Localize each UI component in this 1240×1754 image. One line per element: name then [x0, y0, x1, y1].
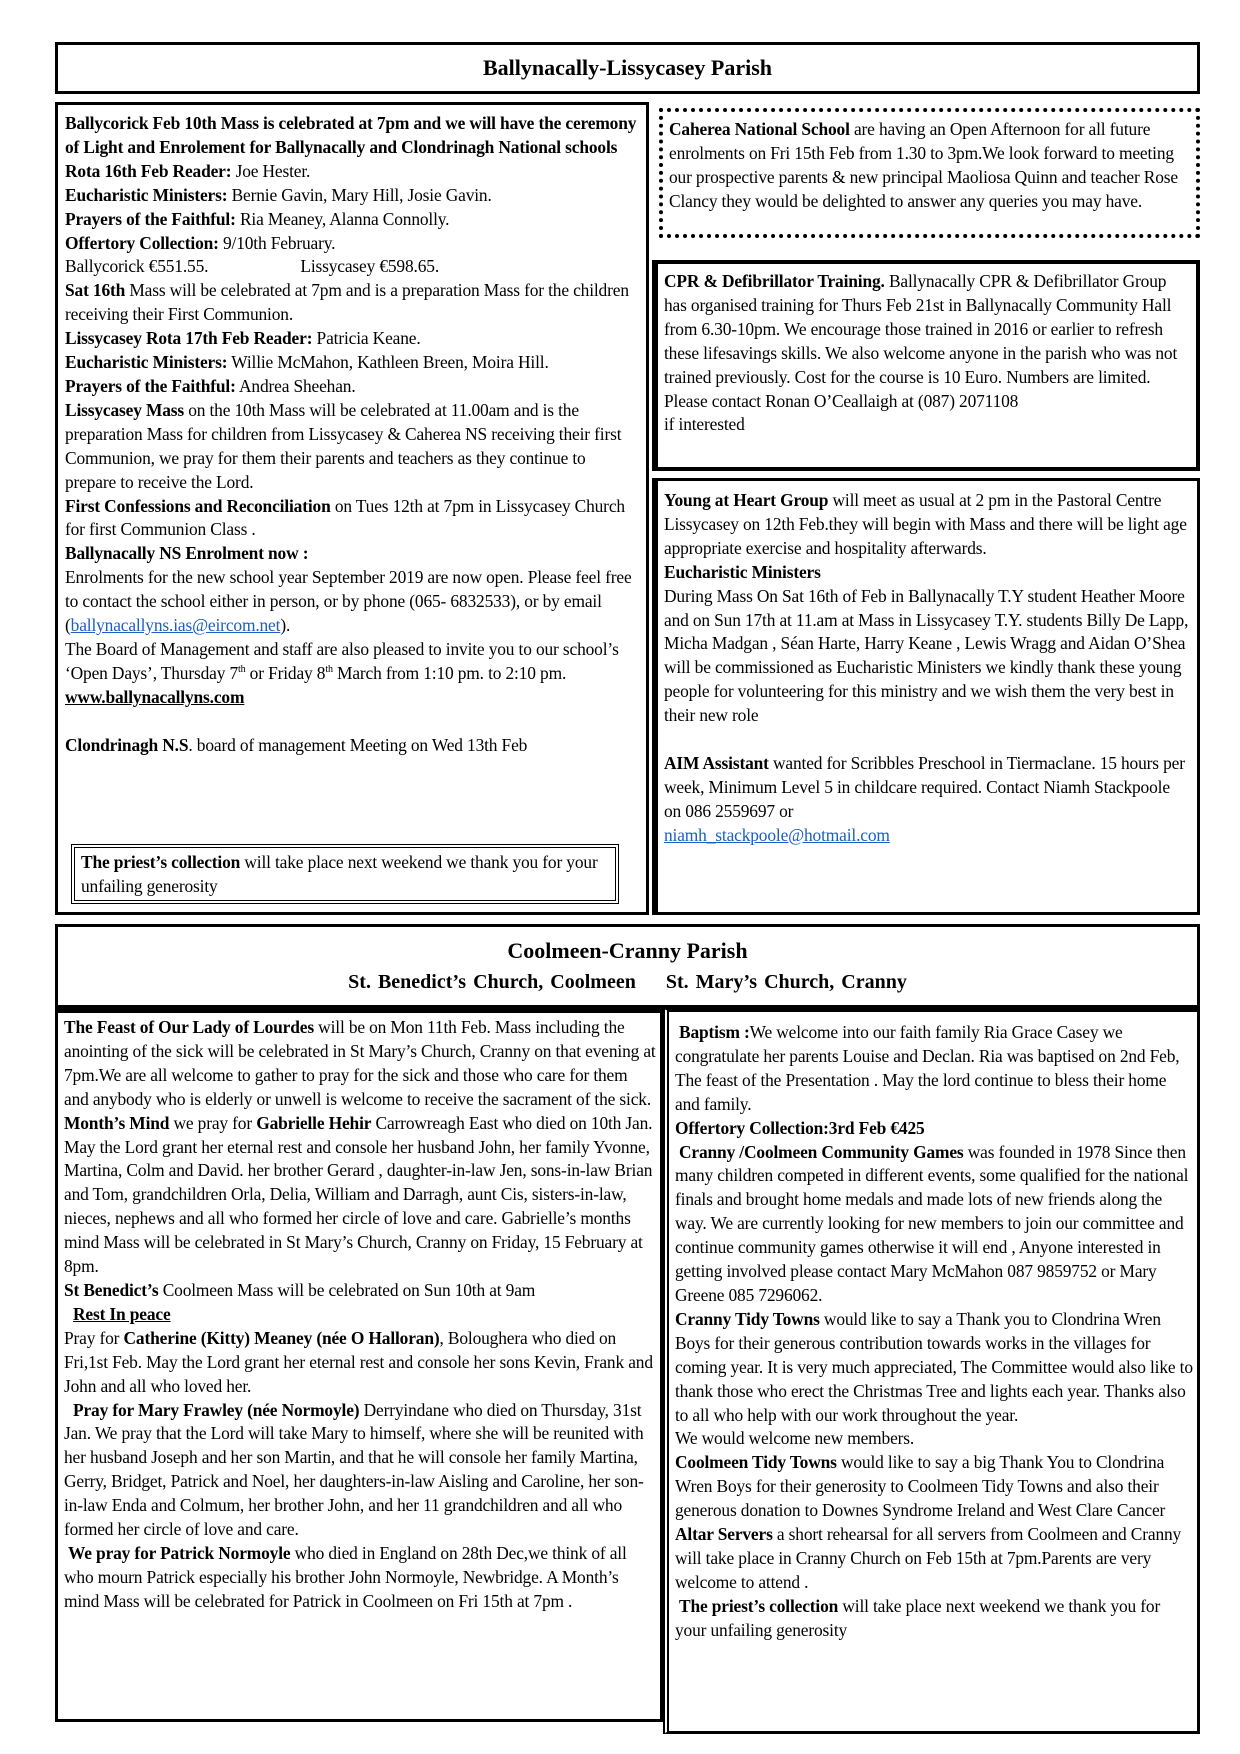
rota-notice [65, 160, 640, 184]
altar-servers-label: Altar Servers [675, 1524, 773, 1545]
lissycasey-em-notice [65, 351, 640, 375]
games-label: Cranny /Coolmeen Community Games [679, 1141, 964, 1162]
potf-value: Ria Meaney, Alanna Connolly. [235, 208, 450, 229]
open-days-text-3: March from 1:10 pm. to 2:10 pm. [332, 662, 567, 683]
caherea-label: Caherea National School [669, 119, 850, 139]
coolmeen-tidy-towns-label: Coolmeen Tidy Towns [675, 1452, 837, 1473]
caherea-text: are having an Open Afternoon for all future enrolments on Fri 15th Feb from 1.30 to 3pm.We look forward to meeting our prospective parents & new principal Maoliosa Quinn and teacher Rose Clancy they would be delighted to answer any queries you may have. [669, 119, 1178, 211]
ballycorick-heading: Ballycorick Feb 10th Mass is celebrated at 7pm and we will have the ceremony of Light and Enrolement for Ballynacally and Clondrinagh National schools [65, 113, 637, 157]
cpr-notice [652, 260, 1200, 471]
cranny-tidy-towns-text: would like to say a Thank you to Clondrina Wren Boys for their generous contribution towards works in the villages for coming year. It is very much appreciated, The Committee would also like to thank those who erect the Christmas Tree and lights each year. Thanks also to all who help with our work throughout the year. [675, 1308, 1193, 1425]
open-days-text: The Board of Management and staff are also pleased to invite you to our school’s ‘Open Days’, Thursday 7 [65, 638, 619, 683]
open-days-text-2: or Friday 8 [245, 662, 326, 683]
aim-notice [664, 752, 1191, 824]
baptism-text: We welcome into our faith family Ria Grace Casey we congratulate her parents Louise and Declan. Ria was baptised on 2nd Feb, The feast of the Presentation . May the lord continue to bless their home and family. [675, 1022, 1180, 1114]
mary-text: Derryindane who died on Thursday, 31st Jan. We pray that the Lord will take Mary to himself, where she will be reunited with her husband Joseph and her son Martin, and that he will console her family Martina, Gerry, Bridget, Patrick and Noel, her daughters-in-law Aisling and Caroline, her son-in-law Enda and Colmum, her brother John, and her 11 grandchildren and all who formed her circle of love and care. [64, 1399, 644, 1540]
cpr-text: Ballynacally CPR & Defibrillator Group has organised training for Thurs Feb 21st in Ballynacally Community Hall from 6.30-10pm. We encourage those trained in 2016 or earlier to refresh these lifesavings skills. We also welcome anyone in the parish who was not trained previously. Cost for the course is 10 Euro. Numbers are limited. Please contact Ronan O’Ceallaigh at (087) 2071108 [664, 271, 1178, 411]
em-label: Eucharistic Ministers: [65, 184, 228, 205]
enrolment-text-end: ). [280, 615, 291, 636]
rota-label: Rota 16th Feb Reader: [65, 160, 232, 181]
young-em-text: During Mass On Sat 16th of Feb in Ballynacally T.Y student Heather Moore and on Sun 17th at 11.am at Mass in Lissycasey T.Y. students Billy De Lapp, Micha Madgan , Séan Harte, Harry Keane , Lewis Wragg and Aidan O’Shea will be commissioned as Eucharistic Ministers we kindly thank these young people for volunteering for this ministry and we wish them the very best in their new role [664, 585, 1189, 726]
months-mind-name: Gabrielle Hehir [256, 1112, 372, 1133]
games-text: was founded in 1978 Since then many children competed in different events, some qualified for the national finals and brought home medals and made lots of new friends along the way. We are currently looking for new members to join our committee and continue community games otherwise it will end , Anyone interested in getting involved please contact Mary McMahon 087 9859752 or Mary Greene 085 7296062. [675, 1141, 1189, 1305]
aim-label: AIM Assistant [664, 752, 769, 773]
em-value: Bernie Gavin, Mary Hill, Josie Gavin. [227, 184, 492, 205]
offertory-value: 9/10th February. [218, 232, 336, 253]
lissycasey-mass-label: Lissycasey Mass [65, 399, 185, 420]
cranny-tidy-towns-label: Cranny Tidy Towns [675, 1308, 820, 1329]
months-mind-notice [64, 1112, 656, 1279]
lissycasey-em-value: Willie McMahon, Kathleen Breen, Moira Hill. [227, 352, 549, 373]
young-label: Young at Heart Group [664, 490, 829, 510]
ordinal-suffix: th [325, 664, 333, 676]
lissycasey-mass-text: on the 10th Mass will be celebrated at 11.00am and is the preparation Mass for children from Lissycasey & Caherea NS receiving their first Communion, we pray for them their parents and teachers as they continue to prepare to receive the Lord. [65, 399, 622, 492]
young-em-heading-row [664, 561, 1191, 585]
clondrinagh-text: . board of management Meeting on Wed 13th Feb [188, 734, 528, 755]
patrick-notice [64, 1542, 656, 1614]
offertory-row [675, 1117, 1193, 1141]
rota-value: Joe Hester. [231, 160, 311, 181]
priest-collection-text: will take place next weekend we thank you for your unfailing generosity [675, 1595, 1161, 1640]
rip-heading: Rest In peace [73, 1303, 171, 1324]
confessions-label: First Confessions and Reconciliation [65, 495, 331, 516]
offertory-label: Offertory Collection: [65, 232, 219, 253]
cranny-tidy-towns-notice [675, 1308, 1193, 1428]
months-mind-text-2: Carrowreagh East who died on 10th Jan. May the Lord grant her eternal rest and console her husband John, her family Yvonne, Martina, Colm and David. her brother Gerard , daughter-in-law Jen, sons-in-law Brian and Tom, grandchildren Orla, Delia, William and Darragh, aunt Cis, sisters-in-law, nieces, nephews and all who formed her circle of love and care. Gabrielle’s months mind Mass will be celebrated in St Mary’s Church, Cranny on Friday, 15 February at 8pm. [64, 1112, 653, 1277]
cranny-tidy-towns-tail: We would welcome new members. [675, 1428, 915, 1449]
rip-heading-row [64, 1303, 656, 1327]
sat-notice [65, 279, 640, 327]
parish-header-coolmeen [55, 924, 1200, 1008]
mary-label: Pray for Mary Frawley (née Normoyle) [73, 1399, 360, 1420]
games-notice [675, 1141, 1193, 1308]
lissycasey-rota-label: Lissycasey Rota 17th Feb Reader: [65, 328, 313, 349]
young-row [664, 489, 1191, 561]
catherine-notice [64, 1327, 656, 1399]
sat-text: Mass will be celebrated at 7pm and is a preparation Mass for the children receiving their First Communion. [65, 280, 629, 325]
lissycasey-rota-value: Patricia Keane. [312, 328, 421, 349]
clondrinagh-label: Clondrinagh N.S [65, 734, 189, 755]
ballynacally-notices [55, 102, 649, 915]
patrick-label: We pray for Patrick Normoyle [68, 1542, 291, 1563]
altar-servers-notice [675, 1523, 1193, 1595]
coolmeen-tidy-towns-notice [675, 1451, 1193, 1523]
baptism-label: Baptism : [679, 1022, 750, 1042]
patrick-text: who died in England on 28th Dec,we think of all who mourn Patrick especially his brother John Normoyle, Newbridge. A Month’s mind Mass will be celebrated for Patrick in Coolmeen on Fri 15th at 7pm . [64, 1542, 627, 1611]
st-benedict-text: Coolmeen Mass will be celebrated on Sun 10th at 9am [158, 1279, 536, 1300]
aim-email-row [664, 824, 1191, 848]
coolmeen-notices [55, 1008, 663, 1722]
potf-notice [65, 208, 640, 232]
enrolment-heading-row [65, 542, 640, 566]
parish-title: Ballynacally-Lissycasey Parish [482, 55, 773, 80]
offertory-collection: Offertory Collection:3rd Feb €425 [675, 1117, 925, 1138]
offertory-amounts [65, 255, 640, 279]
lissycasey-em-label: Eucharistic Ministers: [65, 352, 228, 373]
st-benedict-label: St Benedict’s [64, 1279, 159, 1300]
cpr-tail: if interested [664, 414, 745, 435]
catherine-pre: Pray for [64, 1327, 124, 1348]
enrolment-heading: Ballynacally NS Enrolment now : [65, 543, 309, 564]
young-em-heading: Eucharistic Ministers [664, 561, 821, 582]
aim-email-link[interactable]: niamh_stackpoole@hotmail.com [664, 824, 890, 845]
feast-text: will be on Mon 11th Feb. Mass including the anointing of the sick will be celebrated in St Mary’s Church, Cranny on that evening at 7pm.We are all welcome to gather to pray for the sick and those who care for them and anybody who is elderly or unwell is welcome to receive the sacrament of the sick. [64, 1017, 656, 1109]
feast-notice [64, 1016, 656, 1112]
aim-text: wanted for Scribbles Preschool in Tiermaclane. 15 hours per week, Minimum Level 5 in childcare required. Contact Niamh Stackpoole on 086 2559697 or [664, 752, 1185, 821]
enrolment-text: Enrolments for the new school year September 2019 are now open. Please feel free to contact the school either in person, or by phone (065- 6832533), or by email ( [65, 567, 632, 636]
parish-title: Coolmeen-Cranny Parish [507, 938, 748, 963]
priest-collection-text: will take place next weekend we thank you for your unfailing generosity [81, 852, 598, 896]
confessions-text: on Tues 12th at 7pm in Lissycasey Church for first Communion Class . [65, 495, 625, 540]
young-at-heart-notice [652, 478, 1200, 915]
ordinal-suffix: th [238, 664, 246, 676]
priest-collection-box [71, 844, 619, 904]
priest-collection-label: The priest’s collection [679, 1595, 839, 1616]
spacer [664, 728, 1191, 752]
lissycasey-rota-notice [65, 327, 640, 351]
st-benedict-notice [64, 1279, 656, 1303]
priest-collection-label: The priest’s collection [81, 852, 241, 872]
church-coolmeen: St. Benedict’s Church, Coolmeen [348, 971, 636, 993]
altar-servers-text: a short rehearsal for all servers from Coolmeen and Cranny will take place in Cranny Church on Feb 15th at 7pm.Parents are very welcome to attend . [675, 1524, 1182, 1592]
open-days-notice [65, 638, 640, 686]
lissycasey-mass-notice [65, 399, 640, 495]
priest-collection-notice [675, 1595, 1193, 1643]
lissycasey-potf-value: Andrea Sheehan. [235, 375, 356, 396]
ballycorick-notice [65, 112, 640, 160]
sat-label: Sat 16th [65, 280, 126, 301]
months-mind-text: we pray for [169, 1112, 257, 1133]
lissycasey-amount: Lissycasey €598.65. [300, 256, 440, 277]
confessions-notice [65, 495, 640, 543]
website-row [65, 686, 640, 710]
clondrinagh-notice [65, 734, 640, 758]
parish-header-ballynacally [55, 42, 1200, 94]
ballycorick-amount: Ballycorick €551.55. [65, 256, 209, 277]
church-cranny: St. Mary’s Church, Cranny [665, 971, 907, 993]
catherine-text: , Bolougherа who died on Fri,1st Feb. May the Lord grant her eternal rest and console her sons Kevin, Frank and John and all who loved her. [64, 1327, 653, 1396]
baptism-notice [675, 1021, 1193, 1117]
cranny-notices [663, 1008, 1200, 1734]
lissycasey-potf-label: Prayers of the Faithful: [65, 375, 236, 396]
months-mind-label: Month’s Mind [64, 1112, 170, 1133]
feast-label: The Feast of Our Lady of Lourdes [64, 1017, 314, 1037]
potf-label: Prayers of the Faithful: [65, 208, 236, 229]
cpr-label: CPR & Defibrillator Training. [664, 271, 885, 291]
catherine-name: Catherine (Kitty) Meaney (née O Halloran) [123, 1327, 440, 1348]
coolmeen-tidy-towns-text: would like to say a big Thank You to Clondrina Wren Boys for their generosity to Coolmeen Tidy Towns and also their generous donation to Downes Syndrome Ireland and West Clare Cancer [675, 1452, 1166, 1521]
offertory-notice [65, 232, 640, 256]
caherea-notice [659, 108, 1200, 238]
mary-notice [64, 1399, 656, 1542]
young-text: will meet as usual at 2 pm in the Pastoral Centre Lissycasey on 12th Feb.they will begin with Mass and there will be light age appropriate exercise and hospitality afterwards. [664, 490, 1187, 558]
spacer [65, 710, 640, 734]
churches-row [58, 971, 1197, 993]
school-website-link[interactable]: www.ballynacallyns.com [65, 686, 245, 707]
lissycasey-potf-notice [65, 375, 640, 399]
enrolment-notice [65, 566, 640, 638]
school-email-link[interactable]: ballynacallyns.ias@eircom.net [70, 615, 281, 636]
em-notice [65, 184, 640, 208]
